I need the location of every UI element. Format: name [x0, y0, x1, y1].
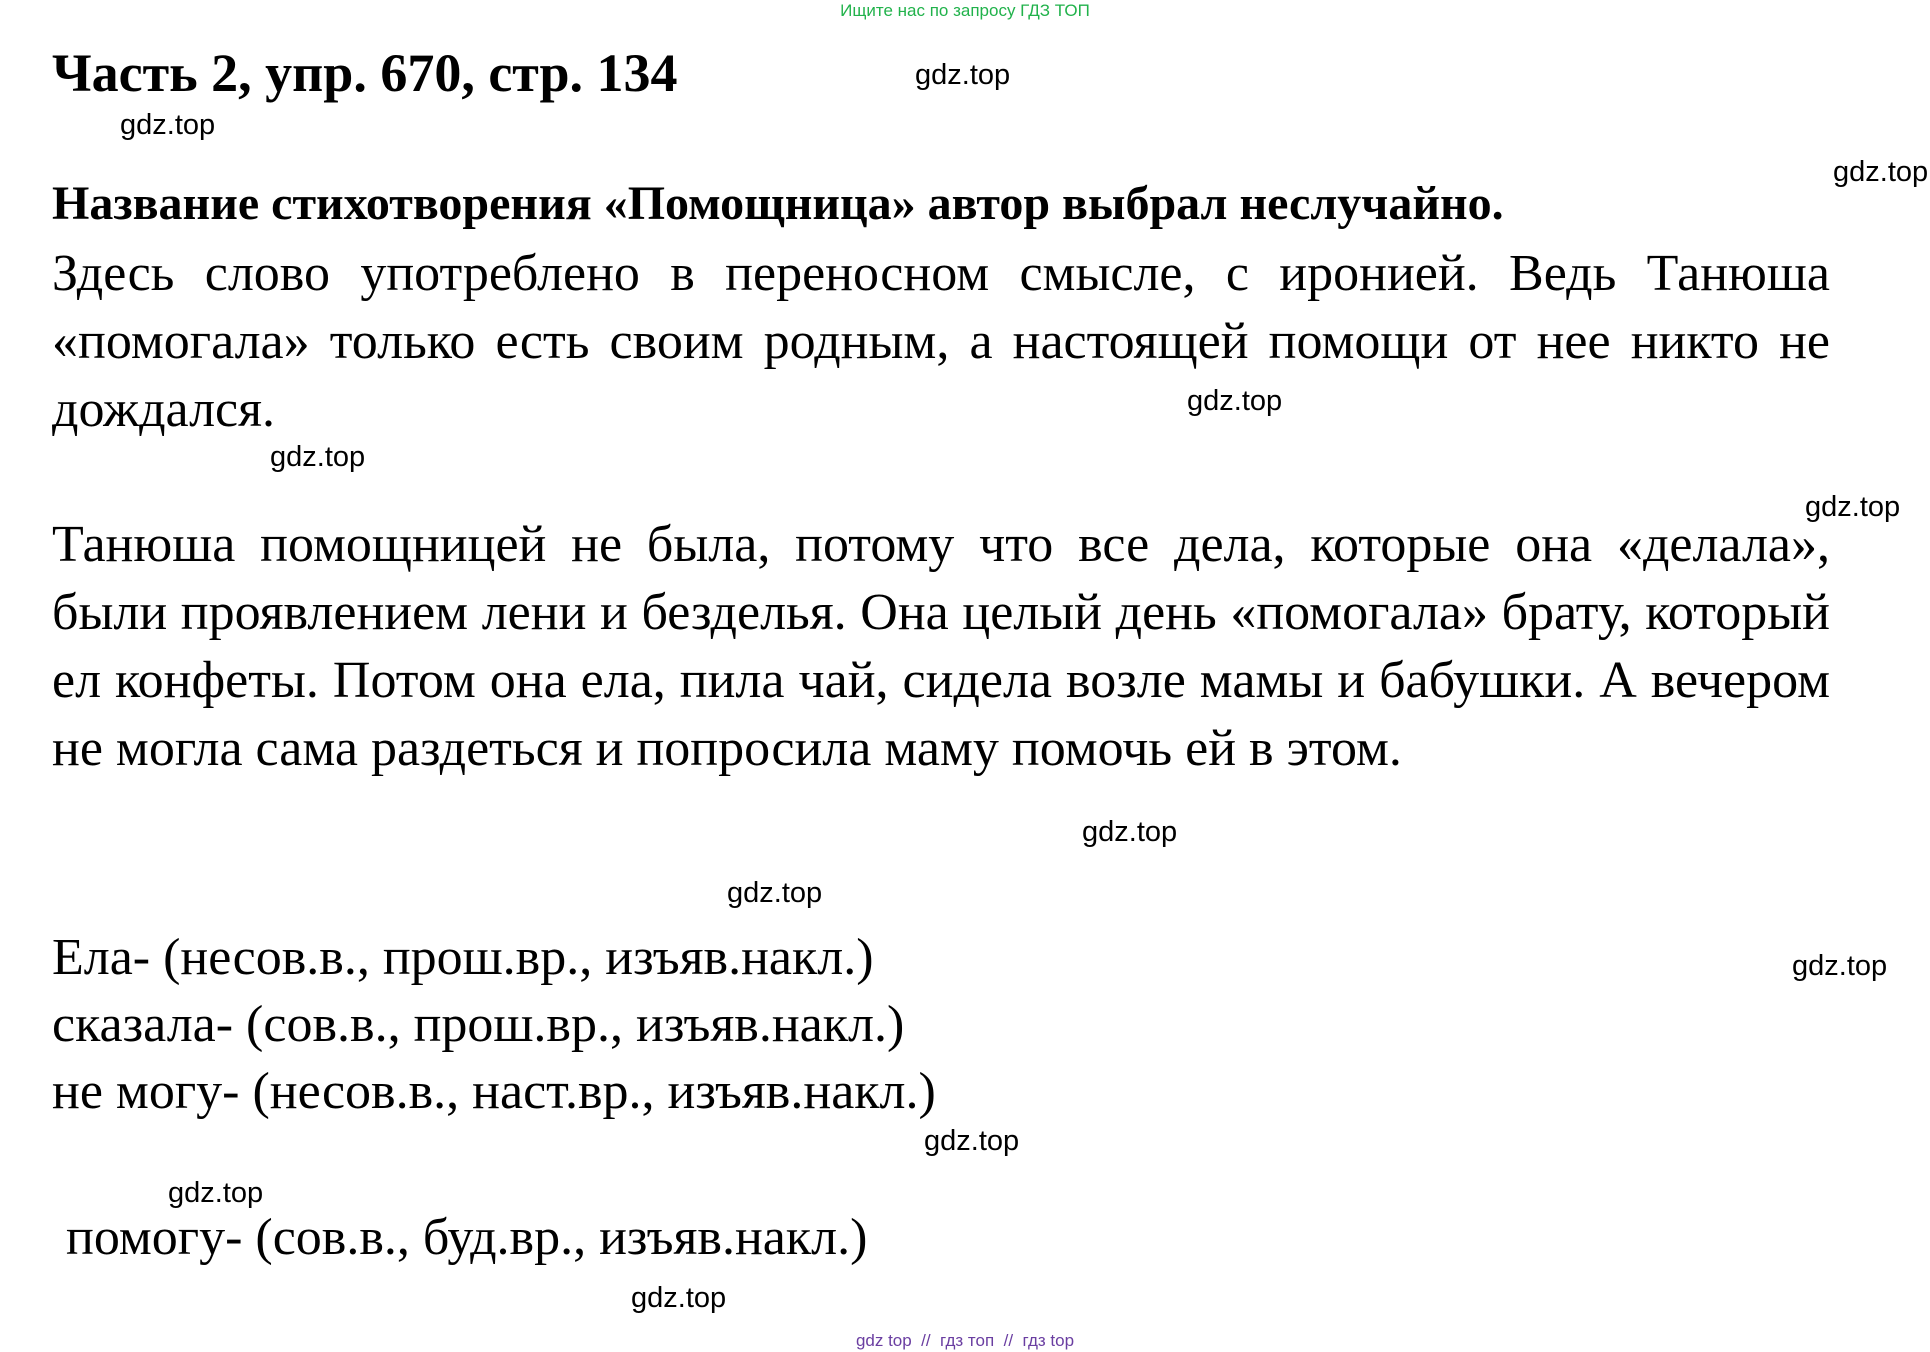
watermark: gdz.top [120, 109, 216, 141]
watermark: gdz.top [1187, 385, 1283, 417]
watermark: gdz.top [1833, 156, 1929, 188]
answer-paragraph-1: Здесь слово употреблено в переносном смысле, с иронией. Ведь Танюша «помогала» только есть своим родным, а настоящей помощи от нее никто не дождался. [52, 245, 1830, 438]
footer-banner: gdz top // гдз топ // гдз top [855, 1331, 1075, 1350]
answer-paragraph-2: Танюша помощницей не была, потому что все дела, которые она «делала», были проявлением лени и безделья. Она целый день «помогала» брату, который ел конфеты. Потом она ела, пила чай, сидела возле мамы и бабушки. А вечером не могла сама раздеться и попросила маму помочь ей в этом. [52, 516, 1830, 777]
answer-subheading: Название стихотворения «Помощница» автор выбрал неслучайно. [52, 177, 1504, 230]
verb-analysis-line: помогу- (сов.в., буд.вр., изъяв.накл.) [66, 1209, 868, 1266]
watermark: gdz.top [915, 59, 1011, 91]
watermark: gdz.top [727, 877, 823, 909]
watermark: gdz.top [1805, 491, 1901, 523]
page-title: Часть 2, упр. 670, стр. 134 [52, 43, 678, 103]
watermark: gdz.top [631, 1282, 727, 1314]
watermark: gdz.top [168, 1177, 264, 1209]
verb-analysis-line: сказала- (сов.в., прош.вр., изъяв.накл.) [52, 996, 905, 1053]
verb-analysis-line: не могу- (несов.в., наст.вр., изъяв.накл.) [52, 1063, 936, 1120]
search-hint-banner: Ищите нас по запросу ГДЗ ТОП [840, 1, 1090, 20]
watermark: gdz.top [1792, 950, 1888, 982]
verb-analysis-line: Ела- (несов.в., прош.вр., изъяв.накл.) [52, 929, 874, 986]
watermark: gdz.top [924, 1125, 1020, 1157]
watermark: gdz.top [270, 441, 366, 473]
watermark: gdz.top [1082, 816, 1178, 848]
